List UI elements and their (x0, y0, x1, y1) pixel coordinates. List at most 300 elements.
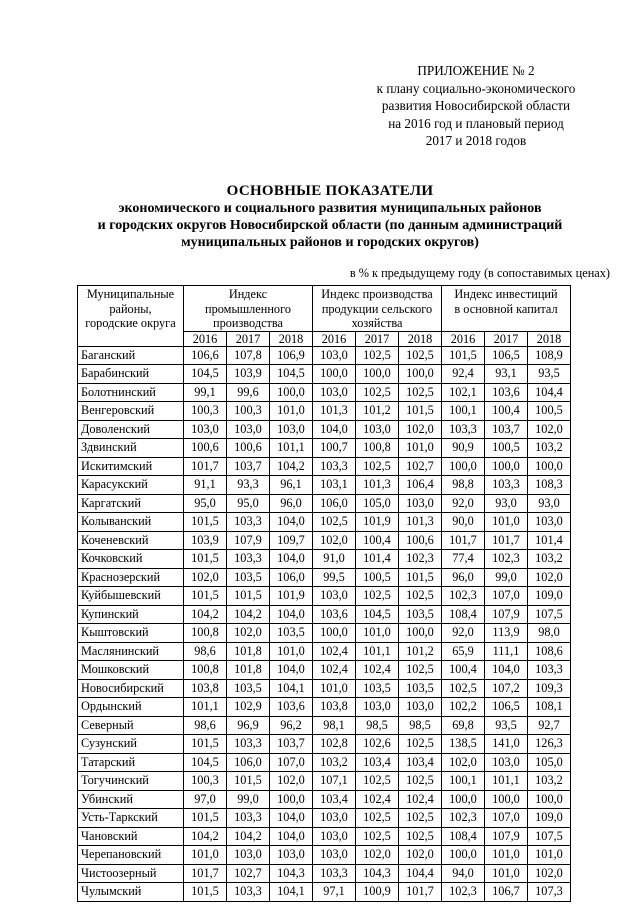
value-cell: 101,7 (485, 531, 528, 550)
value-cell: 100,0 (270, 790, 313, 809)
value-cell: 108,1 (528, 698, 571, 717)
value-cell: 109,0 (528, 809, 571, 828)
value-cell: 102,0 (528, 568, 571, 587)
table-row (78, 827, 571, 846)
district-name-cell: Искитимский (78, 457, 184, 476)
value-cell: 105,0 (356, 494, 399, 513)
value-cell: 138,5 (442, 735, 485, 754)
value-cell: 100,0 (442, 790, 485, 809)
value-cell: 102,0 (270, 772, 313, 791)
year-header: 2016 (442, 331, 485, 346)
value-cell: 99,1 (184, 383, 227, 402)
value-cell: 103,5 (227, 568, 270, 587)
value-cell: 100,3 (227, 402, 270, 421)
value-cell: 93,3 (227, 476, 270, 495)
district-name-cell: Болотнинский (78, 383, 184, 402)
value-cell: 103,6 (313, 605, 356, 624)
value-cell: 103,0 (184, 420, 227, 439)
district-name-cell: Маслянинский (78, 642, 184, 661)
value-cell: 101,1 (270, 439, 313, 458)
value-cell: 102,5 (442, 679, 485, 698)
value-cell: 93,5 (485, 716, 528, 735)
value-cell: 104,0 (270, 513, 313, 532)
value-cell: 100,5 (485, 439, 528, 458)
value-cell: 102,7 (227, 864, 270, 883)
table-row (78, 346, 571, 365)
value-cell: 106,4 (399, 476, 442, 495)
value-cell: 101,5 (399, 402, 442, 421)
table-row (78, 365, 571, 384)
value-cell: 104,0 (313, 420, 356, 439)
value-cell: 69,8 (442, 716, 485, 735)
year-header: 2018 (399, 331, 442, 346)
value-cell: 102,5 (399, 735, 442, 754)
value-cell: 102,4 (356, 790, 399, 809)
table-row (78, 531, 571, 550)
district-name-cell: Коченевский (78, 531, 184, 550)
value-cell: 101,5 (184, 513, 227, 532)
value-cell: 102,3 (399, 550, 442, 569)
value-cell: 101,8 (227, 661, 270, 680)
value-cell: 103,7 (270, 735, 313, 754)
value-cell: 102,5 (399, 587, 442, 606)
district-name-cell: Северный (78, 716, 184, 735)
value-cell: 95,0 (227, 494, 270, 513)
value-cell: 102,0 (528, 420, 571, 439)
value-cell: 102,5 (356, 457, 399, 476)
value-cell: 103,9 (227, 365, 270, 384)
value-cell: 104,2 (184, 827, 227, 846)
district-name-cell: Чановский (78, 827, 184, 846)
value-cell: 100,0 (528, 457, 571, 476)
value-cell: 100,7 (313, 439, 356, 458)
value-cell: 102,5 (356, 383, 399, 402)
value-cell: 106,0 (313, 494, 356, 513)
value-cell: 104,5 (184, 365, 227, 384)
table-row (78, 716, 571, 735)
value-cell: 106,9 (270, 346, 313, 365)
value-cell: 103,3 (442, 420, 485, 439)
table-row (78, 513, 571, 532)
table-row (78, 661, 571, 680)
value-cell: 101,0 (485, 513, 528, 532)
value-cell: 101,0 (270, 642, 313, 661)
table-row (78, 568, 571, 587)
table-row (78, 753, 571, 772)
value-cell: 102,4 (313, 642, 356, 661)
district-name-cell: Чулымский (78, 883, 184, 902)
value-cell: 107,5 (528, 605, 571, 624)
value-cell: 107,0 (485, 809, 528, 828)
value-cell: 98,6 (184, 716, 227, 735)
value-cell: 104,5 (356, 605, 399, 624)
value-cell: 98,5 (356, 716, 399, 735)
value-cell: 103,2 (528, 439, 571, 458)
value-cell: 95,0 (184, 494, 227, 513)
appendix-heading (336, 62, 616, 150)
value-cell: 97,1 (313, 883, 356, 902)
value-cell: 102,0 (528, 864, 571, 883)
value-cell: 101,5 (184, 735, 227, 754)
value-cell: 103,3 (313, 457, 356, 476)
value-cell: 103,8 (184, 679, 227, 698)
value-cell: 109,0 (528, 587, 571, 606)
value-cell: 103,3 (227, 809, 270, 828)
header-agriculture-index: Индекс производства продукции сельского хозяйства (313, 286, 442, 332)
value-cell: 99,0 (485, 568, 528, 587)
value-cell: 102,5 (399, 661, 442, 680)
value-cell: 104,0 (270, 809, 313, 828)
year-header: 2018 (270, 331, 313, 346)
title-line: и городских округов Новосибирской области (по данным администраций (97, 218, 563, 233)
value-cell: 100,5 (528, 402, 571, 421)
value-cell: 102,0 (399, 846, 442, 865)
year-header: 2016 (184, 331, 227, 346)
value-cell: 101,5 (184, 587, 227, 606)
table-row (78, 605, 571, 624)
appendix-line: к плану социально-экономического (376, 80, 576, 96)
district-name-cell: Куйбышевский (78, 587, 184, 606)
value-cell: 100,6 (184, 439, 227, 458)
value-cell: 103,7 (485, 420, 528, 439)
value-cell: 100,1 (442, 402, 485, 421)
value-cell: 101,7 (184, 457, 227, 476)
value-cell: 107,9 (485, 827, 528, 846)
value-cell: 101,1 (356, 642, 399, 661)
value-cell: 107,1 (313, 772, 356, 791)
value-cell: 102,9 (227, 698, 270, 717)
value-cell: 107,5 (528, 827, 571, 846)
value-cell: 101,5 (399, 568, 442, 587)
value-cell: 103,0 (356, 698, 399, 717)
value-cell: 101,5 (442, 346, 485, 365)
value-cell: 101,2 (399, 642, 442, 661)
value-cell: 103,3 (313, 864, 356, 883)
value-cell: 102,0 (399, 420, 442, 439)
value-cell: 101,3 (399, 513, 442, 532)
value-cell: 90,9 (442, 439, 485, 458)
value-cell: 102,0 (313, 531, 356, 550)
value-cell: 100,8 (184, 661, 227, 680)
value-cell: 103,0 (528, 513, 571, 532)
district-name-cell: Кыштовский (78, 624, 184, 643)
indicators-table (77, 285, 571, 902)
district-name-cell: Колыванский (78, 513, 184, 532)
value-cell: 101,0 (485, 846, 528, 865)
value-cell: 109,7 (270, 531, 313, 550)
value-cell: 103,3 (485, 476, 528, 495)
value-cell: 102,5 (356, 587, 399, 606)
table-row (78, 864, 571, 883)
value-cell: 103,2 (313, 753, 356, 772)
table-row (78, 476, 571, 495)
district-name-cell: Ордынский (78, 698, 184, 717)
value-cell: 103,0 (356, 420, 399, 439)
value-cell: 102,4 (313, 661, 356, 680)
district-name-cell: Новосибирский (78, 679, 184, 698)
value-cell: 106,5 (485, 346, 528, 365)
value-cell: 100,0 (485, 457, 528, 476)
value-cell: 108,9 (528, 346, 571, 365)
value-cell: 108,6 (528, 642, 571, 661)
value-cell: 108,3 (528, 476, 571, 495)
appendix-line: развития Новосибирской области (381, 98, 571, 114)
value-cell: 103,0 (313, 809, 356, 828)
value-cell: 98,6 (184, 642, 227, 661)
value-cell: 77,4 (442, 550, 485, 569)
district-name-cell: Барабинский (78, 365, 184, 384)
value-cell: 103,4 (356, 753, 399, 772)
value-cell: 103,0 (270, 846, 313, 865)
value-cell: 92,4 (442, 365, 485, 384)
value-cell: 107,0 (270, 753, 313, 772)
value-cell: 104,5 (270, 365, 313, 384)
value-cell: 103,6 (270, 698, 313, 717)
value-cell: 101,8 (227, 642, 270, 661)
value-cell: 100,8 (356, 439, 399, 458)
value-cell: 101,3 (313, 402, 356, 421)
value-cell: 104,0 (270, 661, 313, 680)
value-cell: 102,8 (313, 735, 356, 754)
value-cell: 91,0 (313, 550, 356, 569)
district-name-cell: Черепановский (78, 846, 184, 865)
district-name-cell: Татарский (78, 753, 184, 772)
value-cell: 101,9 (270, 587, 313, 606)
header-investment-index: Индекс инвестиций в основной капитал (442, 286, 571, 332)
appendix-line: на 2016 год и плановый период (388, 115, 564, 131)
value-cell: 104,4 (528, 383, 571, 402)
district-name-cell: Купинский (78, 605, 184, 624)
value-cell: 101,3 (356, 476, 399, 495)
value-cell: 103,0 (313, 383, 356, 402)
value-cell: 96,0 (442, 568, 485, 587)
value-cell: 93,0 (528, 494, 571, 513)
value-cell: 108,4 (442, 605, 485, 624)
value-cell: 103,0 (227, 846, 270, 865)
value-cell: 97,0 (184, 790, 227, 809)
district-name-cell: Баганский (78, 346, 184, 365)
units-note: в % к предыдущему году (в сопоставимых ценах) (349, 266, 610, 280)
value-cell: 103,8 (313, 698, 356, 717)
value-cell: 103,3 (227, 883, 270, 902)
value-cell: 101,2 (356, 402, 399, 421)
value-cell: 103,0 (313, 346, 356, 365)
value-cell: 100,5 (356, 568, 399, 587)
value-cell: 111,1 (485, 642, 528, 661)
value-cell: 107,0 (485, 587, 528, 606)
value-cell: 103,7 (227, 457, 270, 476)
value-cell: 101,0 (313, 679, 356, 698)
value-cell: 100,4 (356, 531, 399, 550)
value-cell: 102,5 (399, 346, 442, 365)
value-cell: 100,0 (528, 790, 571, 809)
value-cell: 101,4 (528, 531, 571, 550)
value-cell: 102,5 (313, 513, 356, 532)
value-cell: 101,5 (184, 809, 227, 828)
value-cell: 103,3 (227, 550, 270, 569)
value-cell: 92,0 (442, 494, 485, 513)
value-cell: 101,0 (528, 846, 571, 865)
year-header: 2016 (313, 331, 356, 346)
value-cell: 101,5 (184, 550, 227, 569)
value-cell: 105,0 (528, 753, 571, 772)
value-cell: 100,0 (485, 790, 528, 809)
table-row (78, 790, 571, 809)
value-cell: 103,0 (270, 420, 313, 439)
value-cell: 103,4 (399, 753, 442, 772)
value-cell: 100,0 (442, 846, 485, 865)
value-cell: 107,9 (485, 605, 528, 624)
value-cell: 102,5 (399, 383, 442, 402)
value-cell: 106,7 (485, 883, 528, 902)
value-cell: 102,5 (399, 809, 442, 828)
value-cell: 104,0 (270, 550, 313, 569)
table-row (78, 587, 571, 606)
value-cell: 101,7 (399, 883, 442, 902)
table-row (78, 883, 571, 902)
value-cell: 104,1 (270, 679, 313, 698)
value-cell: 104,0 (485, 661, 528, 680)
year-header: 2017 (485, 331, 528, 346)
value-cell: 104,3 (270, 864, 313, 883)
value-cell: 103,2 (528, 550, 571, 569)
value-cell: 96,2 (270, 716, 313, 735)
value-cell: 98,8 (442, 476, 485, 495)
value-cell: 107,2 (485, 679, 528, 698)
value-cell: 102,4 (356, 661, 399, 680)
value-cell: 106,5 (485, 698, 528, 717)
value-cell: 104,2 (227, 605, 270, 624)
value-cell: 103,2 (528, 772, 571, 791)
table-row (78, 698, 571, 717)
value-cell: 102,3 (485, 550, 528, 569)
value-cell: 93,1 (485, 365, 528, 384)
value-cell: 100,4 (485, 402, 528, 421)
value-cell: 100,0 (356, 365, 399, 384)
table-row (78, 420, 571, 439)
value-cell: 90,0 (442, 513, 485, 532)
table-row (78, 735, 571, 754)
table-row (78, 550, 571, 569)
district-name-cell: Краснозерский (78, 568, 184, 587)
value-cell: 101,0 (356, 624, 399, 643)
value-cell: 102,5 (356, 346, 399, 365)
value-cell: 106,0 (227, 753, 270, 772)
value-cell: 103,0 (227, 420, 270, 439)
value-cell: 100,1 (442, 772, 485, 791)
value-cell: 104,3 (356, 864, 399, 883)
district-name-cell: Сузунский (78, 735, 184, 754)
value-cell: 102,3 (442, 809, 485, 828)
value-cell: 103,9 (184, 531, 227, 550)
value-cell: 100,3 (184, 772, 227, 791)
value-cell: 104,2 (184, 605, 227, 624)
value-cell: 103,1 (313, 476, 356, 495)
value-cell: 101,0 (184, 846, 227, 865)
table-row (78, 679, 571, 698)
district-name-cell: Здвинский (78, 439, 184, 458)
year-header: 2017 (356, 331, 399, 346)
value-cell: 102,0 (184, 568, 227, 587)
table-row (78, 439, 571, 458)
appendix-line: ПРИЛОЖЕНИЕ № 2 (417, 63, 535, 78)
district-name-cell: Чистоозерный (78, 864, 184, 883)
table-row (78, 457, 571, 476)
value-cell: 100,0 (442, 457, 485, 476)
value-cell: 108,4 (442, 827, 485, 846)
value-cell: 100,0 (313, 624, 356, 643)
value-cell: 102,7 (399, 457, 442, 476)
value-cell: 102,5 (399, 827, 442, 846)
district-name-cell: Мошковский (78, 661, 184, 680)
value-cell: 100,0 (270, 383, 313, 402)
value-cell: 100,8 (184, 624, 227, 643)
value-cell: 101,7 (442, 531, 485, 550)
district-name-cell: Карасукский (78, 476, 184, 495)
value-cell: 96,0 (270, 494, 313, 513)
value-cell: 103,3 (227, 735, 270, 754)
value-cell: 103,5 (356, 679, 399, 698)
value-cell: 100,0 (399, 624, 442, 643)
value-cell: 103,5 (399, 679, 442, 698)
value-cell: 91,1 (184, 476, 227, 495)
value-cell: 65,9 (442, 642, 485, 661)
value-cell: 101,1 (485, 772, 528, 791)
value-cell: 103,3 (227, 513, 270, 532)
value-cell: 96,1 (270, 476, 313, 495)
value-cell: 103,5 (399, 605, 442, 624)
district-name-cell: Кочковский (78, 550, 184, 569)
value-cell: 101,4 (356, 550, 399, 569)
value-cell: 100,4 (442, 661, 485, 680)
value-cell: 96,9 (227, 716, 270, 735)
header-district: Муниципальные районы, городские округа (78, 286, 184, 347)
value-cell: 107,3 (528, 883, 571, 902)
value-cell: 102,4 (399, 790, 442, 809)
value-cell: 103,0 (313, 587, 356, 606)
value-cell: 103,4 (313, 790, 356, 809)
title-line: экономического и социального развития муниципальных районов (118, 201, 542, 216)
table-row (78, 383, 571, 402)
value-cell: 102,0 (356, 846, 399, 865)
document-title (40, 183, 620, 251)
value-cell: 98,0 (528, 624, 571, 643)
district-name-cell: Венгеровский (78, 402, 184, 421)
value-cell: 98,5 (399, 716, 442, 735)
table-row (78, 846, 571, 865)
value-cell: 104,4 (399, 864, 442, 883)
value-cell: 101,9 (356, 513, 399, 532)
value-cell: 103,0 (399, 494, 442, 513)
value-cell: 104,5 (184, 753, 227, 772)
value-cell: 101,5 (227, 772, 270, 791)
value-cell: 101,7 (184, 864, 227, 883)
value-cell: 100,6 (227, 439, 270, 458)
value-cell: 100,0 (313, 365, 356, 384)
header-industrial-index: Индекс промышленного производства (184, 286, 313, 332)
value-cell: 101,0 (270, 402, 313, 421)
table-row (78, 772, 571, 791)
value-cell: 102,6 (356, 735, 399, 754)
value-cell: 100,3 (184, 402, 227, 421)
table-row (78, 809, 571, 828)
value-cell: 101,1 (184, 698, 227, 717)
value-cell: 103,0 (485, 753, 528, 772)
district-name-cell: Убинский (78, 790, 184, 809)
value-cell: 102,5 (399, 772, 442, 791)
value-cell: 109,3 (528, 679, 571, 698)
value-cell: 101,0 (485, 864, 528, 883)
